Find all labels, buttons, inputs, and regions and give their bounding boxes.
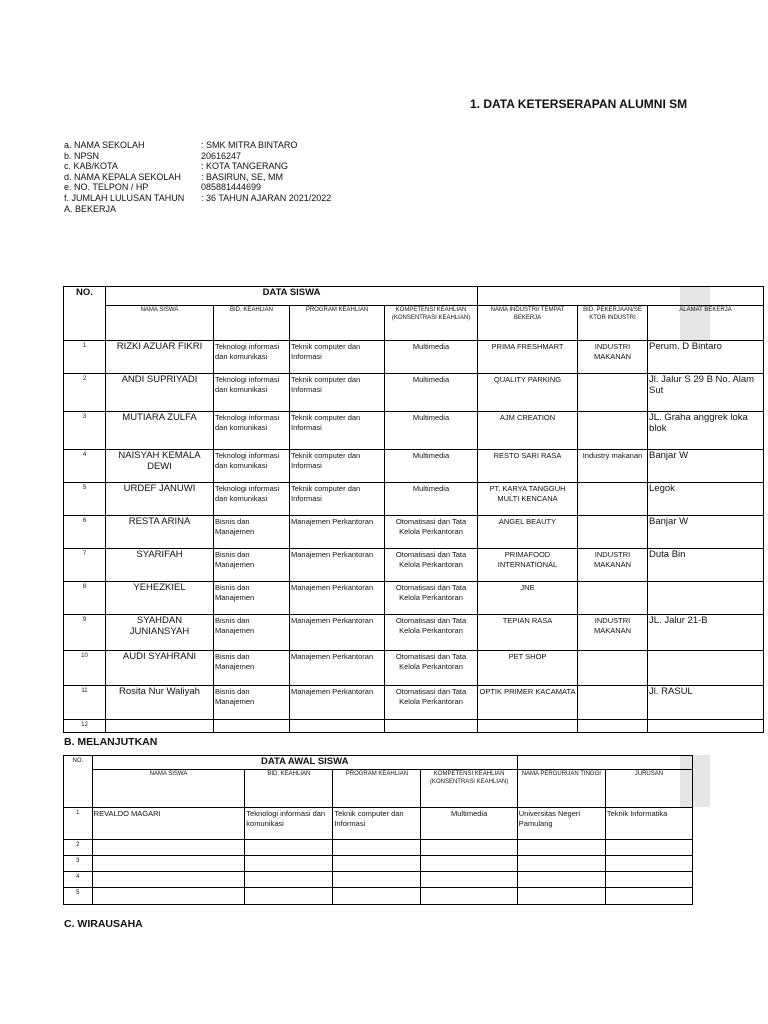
student-name: REVALDO MAGARI [92, 808, 245, 840]
competency: Multimedia [385, 374, 478, 412]
table-row [64, 651, 764, 686]
expertise-field: Bisnis dan Manajemen [214, 549, 290, 582]
info-value: 085881444699 [201, 182, 262, 193]
competency: Multimedia [421, 808, 517, 840]
table-row [64, 341, 764, 374]
row-number: 4 [64, 872, 93, 888]
work-address: JL. Jalur 21-B [648, 615, 764, 651]
workplace: PT. KARYA TANGGUH MULTI KENCANA [478, 483, 578, 516]
major [605, 888, 692, 905]
expertise-field [245, 888, 333, 905]
table-row [64, 872, 693, 888]
major [605, 856, 692, 872]
work-address: Legok [648, 483, 764, 516]
table-row [64, 888, 693, 905]
info-value: : SMK MITRA BINTARO [201, 140, 298, 150]
competency: Otomatisasi dan Tata Kelola Perkantoran [385, 582, 478, 615]
expertise-program: Teknik computer dan Informasi [290, 450, 385, 483]
expertise-field [245, 840, 333, 856]
competency: Multimedia [385, 341, 478, 374]
work-address [648, 582, 764, 615]
row-number: 5 [64, 483, 106, 516]
section-c-title: C. WIRAUSAHA [64, 918, 143, 930]
row-number: 2 [64, 374, 106, 412]
info-label: d. NAMA KEPALA SEKOLAH [64, 171, 181, 182]
industry-sector [578, 720, 648, 733]
competency: Otomatisasi dan Tata Kelola Perkantoran [385, 549, 478, 582]
student-name: RIZKI AZUAR FIKRI [106, 341, 214, 374]
column-header: KOMPETENSI KEAHLIAN (KONSENTRASI KEAHLIAN) [421, 770, 517, 808]
workplace: PRIMA FRESHMART [478, 341, 578, 374]
competency: Multimedia [385, 412, 478, 450]
column-header: JURUSAN [605, 770, 692, 808]
student-name: YEHEZKIEL [106, 582, 214, 615]
major [605, 872, 692, 888]
row-number: 3 [64, 412, 106, 450]
expertise-program [333, 856, 421, 872]
work-address: JL. Graha anggrek loka blok [648, 412, 764, 450]
column-header: BID. KEAHLIAN [214, 306, 290, 341]
table-row [64, 686, 764, 720]
student-name: RESTA ARINA [106, 516, 214, 549]
expertise-program: Teknik computer dan Informasi [333, 808, 421, 840]
info-label: a. NAMA SEKOLAH [64, 140, 145, 150]
university [517, 856, 605, 872]
column-header: KOMPETENSI KEAHLIAN (KONSENTRASI KEAHLIAN) [385, 306, 478, 341]
column-header: NAMA PERGURUAN TINGGI [517, 770, 605, 808]
row-number: 8 [64, 582, 106, 615]
row-number: 1 [64, 341, 106, 374]
student-name: SYARIFAH [106, 549, 214, 582]
competency: Otomatisasi dan Tata Kelola Perkantoran [385, 516, 478, 549]
workplace: AJM CREATION [478, 412, 578, 450]
row-number: 1 [64, 808, 93, 840]
student-name: NAISYAH KEMALA DEWI [106, 450, 214, 483]
competency [421, 840, 517, 856]
expertise-field: Teknologi informasi dan komunikasi [245, 808, 333, 840]
column-header: ALAMAT BEKERJA [648, 306, 764, 341]
row-number: 2 [64, 840, 93, 856]
student-name [92, 872, 245, 888]
header-blank [517, 756, 692, 770]
info-value: 20616247 [201, 150, 242, 161]
competency [421, 856, 517, 872]
table-row [64, 516, 764, 549]
industry-sector: Industry makanan [578, 450, 648, 483]
no-header: NO. [64, 287, 106, 341]
student-name: MUTIARA ZULFA [106, 412, 214, 450]
group-header: DATA AWAL SISWA [92, 756, 517, 770]
student-name [106, 720, 214, 733]
industry-sector [578, 374, 648, 412]
industry-sector [578, 483, 648, 516]
expertise-field [245, 856, 333, 872]
workplace: ANGEL BEAUTY [478, 516, 578, 549]
workplace: RESTO SARI RASA [478, 450, 578, 483]
competency [385, 720, 478, 733]
expertise-program: Manajemen Perkantoran [290, 516, 385, 549]
workplace: PET SHOP [478, 651, 578, 686]
row-number: 7 [64, 549, 106, 582]
industry-sector [578, 686, 648, 720]
major [605, 840, 692, 856]
row-number: 5 [64, 888, 93, 905]
work-address: Perum. D Bintaro [648, 341, 764, 374]
group-header: DATA SISWA [106, 287, 478, 306]
expertise-program: Teknik computer dan Informasi [290, 341, 385, 374]
university [517, 840, 605, 856]
competency: Multimedia [385, 483, 478, 516]
student-name [92, 888, 245, 905]
table-row [64, 582, 764, 615]
expertise-program: Teknik computer dan Informasi [290, 374, 385, 412]
expertise-program: Manajemen Perkantoran [290, 686, 385, 720]
column-header: PROGRAM KEAHLIAN [333, 770, 421, 808]
info-label: c. KAB/KOTA [64, 161, 118, 172]
student-name [92, 840, 245, 856]
column-header: PROGRAM KEAHLIAN [290, 306, 385, 341]
info-value: : KOTA TANGERANG [201, 161, 289, 172]
expertise-program [290, 720, 385, 733]
workplace: PRIMAFOOD INTERNATIONAL [478, 549, 578, 582]
expertise-field: Bisnis dan Manajemen [214, 582, 290, 615]
industry-sector [578, 582, 648, 615]
student-name: Rosita Nur Waliyah [106, 686, 214, 720]
work-table [63, 286, 764, 733]
header-blank [478, 287, 764, 306]
expertise-program [333, 840, 421, 856]
section-b-title: B. MELANJUTKAN [64, 736, 158, 748]
university [517, 888, 605, 905]
expertise-program: Teknik computer dan Informasi [290, 412, 385, 450]
row-number: 9 [64, 615, 106, 651]
row-number: 4 [64, 450, 106, 483]
table-row [64, 549, 764, 582]
industry-sector: INDUSTRI MAKANAN [578, 341, 648, 374]
table-row [64, 840, 693, 856]
work-address: Banjar W [648, 516, 764, 549]
no-header: NO. [64, 756, 93, 808]
work-address [648, 720, 764, 733]
row-number: 12 [64, 720, 106, 733]
student-name: URDEF JANUWI [106, 483, 214, 516]
industry-sector [578, 412, 648, 450]
major: Teknik Informatika [605, 808, 692, 840]
table-row [64, 450, 764, 483]
workplace [478, 720, 578, 733]
column-header: NAMA INDUSTRI/ TEMPAT BEKERJA [478, 306, 578, 341]
competency: Otomatisasi dan Tata Kelola Perkantoran [385, 686, 478, 720]
expertise-field: Teknologi informasi dan komunikasi [214, 341, 290, 374]
workplace: JNE [478, 582, 578, 615]
expertise-field: Bisnis dan Manajemen [214, 651, 290, 686]
column-header: BID. KEAHLIAN [245, 770, 333, 808]
table-row [64, 720, 764, 733]
expertise-program: Manajemen Perkantoran [290, 615, 385, 651]
competency: Otomatisasi dan Tata Kelola Perkantoran [385, 615, 478, 651]
expertise-program [333, 872, 421, 888]
row-number: 10 [64, 651, 106, 686]
expertise-field: Teknologi informasi dan komunikasi [214, 450, 290, 483]
workplace: QUALITY PARKING [478, 374, 578, 412]
table-row [64, 615, 764, 651]
expertise-program: Manajemen Perkantoran [290, 651, 385, 686]
expertise-program: Manajemen Perkantoran [290, 582, 385, 615]
student-name: AUDI SYAHRANI [106, 651, 214, 686]
info-label: A. BEKERJA [64, 203, 117, 214]
row-number: 6 [64, 516, 106, 549]
info-label: b. NPSN [64, 150, 100, 161]
industry-sector [578, 516, 648, 549]
expertise-program [333, 888, 421, 905]
university: Universitas Negeri Pamulang [517, 808, 605, 840]
table-row [64, 374, 764, 412]
column-header: BID. PEKERJAAN/SE KTOR INDUSTRI [578, 306, 648, 341]
expertise-program: Manajemen Perkantoran [290, 549, 385, 582]
work-address: Jl. Jalur S 29 B No. Alam Sut [648, 374, 764, 412]
work-address: Duta Bin [648, 549, 764, 582]
info-label: e. NO. TELPON / HP [64, 182, 149, 193]
table-row [64, 856, 693, 872]
column-header: NAMA SISWA [92, 770, 245, 808]
column-header: NAMA SISWA [106, 306, 214, 341]
expertise-field: Bisnis dan Manajemen [214, 516, 290, 549]
competency [421, 872, 517, 888]
info-value: : BASIRUN, SE, MM [201, 171, 284, 182]
work-address [648, 651, 764, 686]
university [517, 872, 605, 888]
workplace: TEPIAN RASA [478, 615, 578, 651]
student-name: SYAHDAN JUNIANSYAH [106, 615, 214, 651]
expertise-field: Bisnis dan Manajemen [214, 615, 290, 651]
competency [421, 888, 517, 905]
row-number: 3 [64, 856, 93, 872]
industry-sector [578, 651, 648, 686]
competency: Multimedia [385, 450, 478, 483]
competency: Otomatisasi dan Tata Kelola Perkantoran [385, 651, 478, 686]
work-address: Jl. RASUL [648, 686, 764, 720]
workplace: OPTIK PRIMER KACAMATA [478, 686, 578, 720]
table-row [64, 412, 764, 450]
expertise-field: Teknologi informasi dan komunikasi [214, 412, 290, 450]
expertise-field [245, 872, 333, 888]
expertise-field: Teknologi informasi dan komunikasi [214, 374, 290, 412]
industry-sector: INDUSTRI MAKANAN [578, 549, 648, 582]
info-label: f. JUMLAH LULUSAN TAHUN [64, 192, 185, 203]
document-title: 1. DATA KETERSERAPAN ALUMNI SM [470, 97, 688, 111]
info-value: : 36 TAHUN AJARAN 2021/2022 [201, 192, 332, 203]
table-row [64, 483, 764, 516]
expertise-field: Teknologi informasi dan komunikasi [214, 483, 290, 516]
table-row [64, 808, 693, 840]
student-name [92, 856, 245, 872]
expertise-program: Teknik computer dan Informasi [290, 483, 385, 516]
study-table [63, 755, 693, 905]
industry-sector: INDUSTRI MAKANAN [578, 615, 648, 651]
expertise-field: Bisnis dan Manajemen [214, 686, 290, 720]
work-address: Banjar W [648, 450, 764, 483]
student-name: ANDI SUPRIYADI [106, 374, 214, 412]
row-number: 11 [64, 686, 106, 720]
expertise-field [214, 720, 290, 733]
